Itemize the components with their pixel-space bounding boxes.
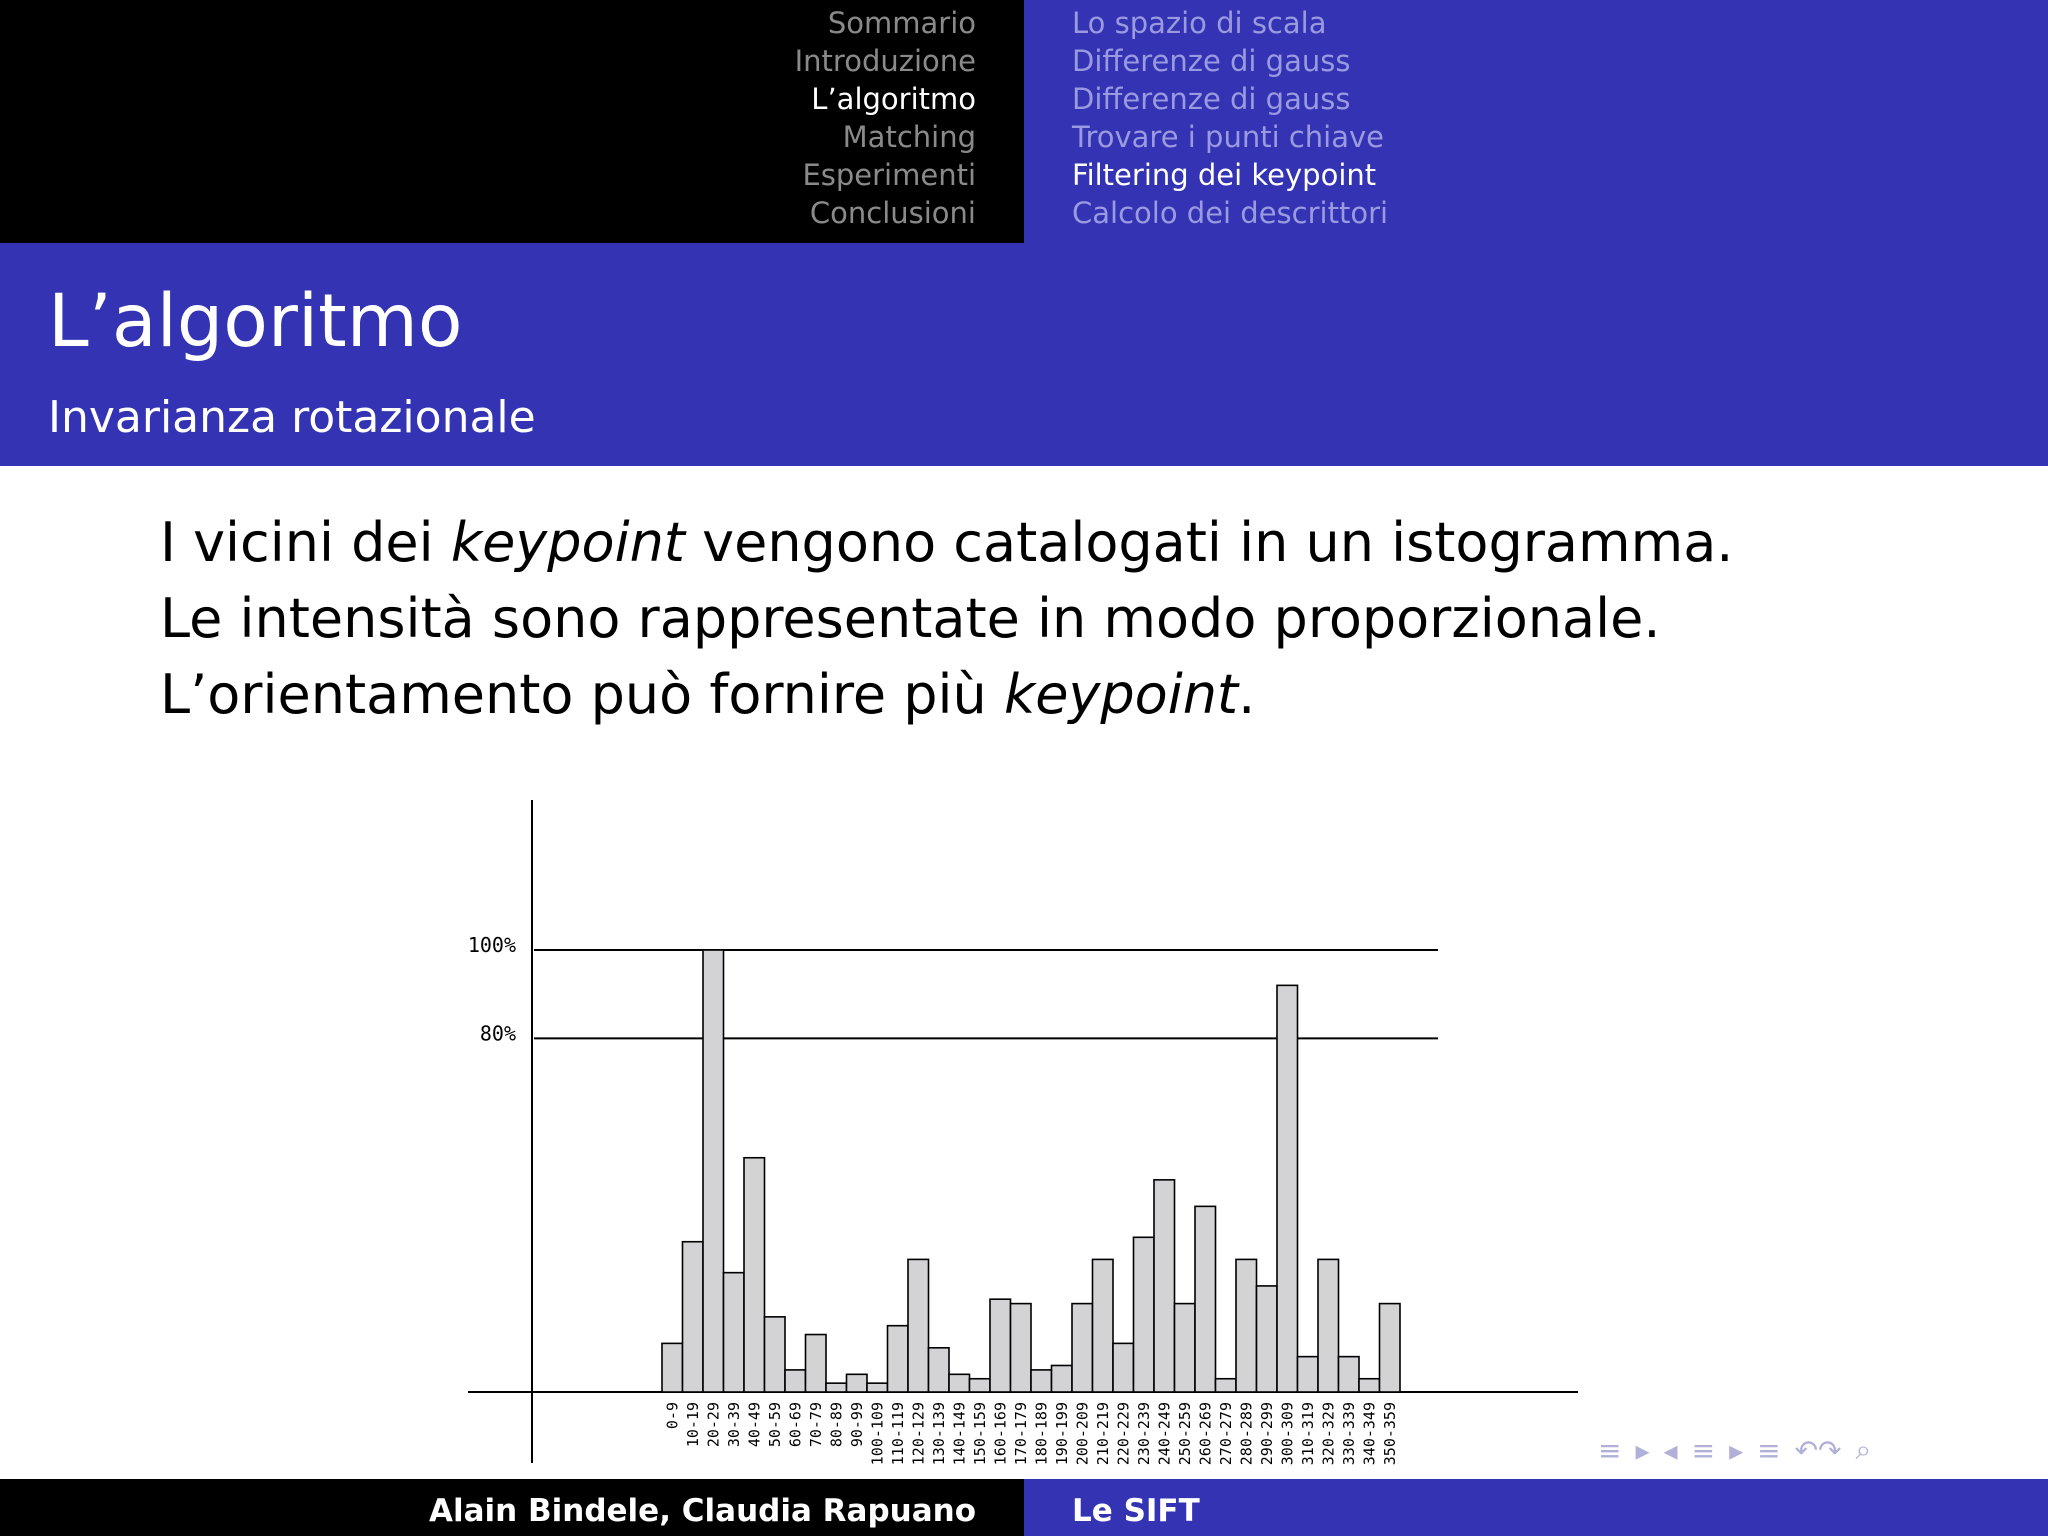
- search-icon[interactable]: ⌕: [1855, 1433, 1872, 1466]
- bar-250-259: [1175, 1304, 1196, 1392]
- x-tick-label: 200-209: [1073, 1402, 1092, 1466]
- bar-190-199: [1052, 1365, 1073, 1392]
- bar-10-19: [683, 1242, 704, 1392]
- bar-50-59: [765, 1317, 786, 1392]
- x-tick-label: 280-289: [1237, 1402, 1256, 1466]
- bar-280-289: [1236, 1259, 1257, 1392]
- bar-350-359: [1380, 1304, 1401, 1392]
- section-list-icon[interactable]: ≡: [1691, 1433, 1716, 1467]
- x-tick-label: 270-279: [1216, 1402, 1235, 1466]
- x-tick-label: 350-359: [1380, 1402, 1399, 1466]
- x-tick-label: 240-249: [1155, 1402, 1174, 1466]
- x-tick-label: 40-49: [745, 1402, 764, 1448]
- subsection-navigation: [1072, 4, 1388, 232]
- nav-subsection-2[interactable]: Differenze di gauss: [1072, 82, 1351, 116]
- body-emphasis: keypoint: [1003, 663, 1239, 726]
- nav-section-1[interactable]: Introduzione: [794, 44, 976, 78]
- x-tick-label: 180-189: [1032, 1402, 1051, 1466]
- nav-section-3[interactable]: Matching: [842, 120, 976, 154]
- bar-210-219: [1093, 1259, 1114, 1392]
- x-tick-label: 300-309: [1278, 1402, 1297, 1466]
- next-icon[interactable]: ▸: [1635, 1433, 1650, 1467]
- bar-20-29: [703, 950, 724, 1392]
- x-tick-label: 320-329: [1319, 1402, 1338, 1466]
- frame-titlebar: [0, 243, 2048, 466]
- x-tick-label: 80-89: [827, 1402, 846, 1448]
- bar-30-39: [724, 1273, 745, 1392]
- bar-40-49: [744, 1158, 765, 1392]
- bar-220-229: [1113, 1343, 1134, 1392]
- bar-240-249: [1154, 1180, 1175, 1392]
- x-tick-label: 140-149: [950, 1402, 969, 1466]
- x-tick-label: 150-159: [970, 1402, 989, 1466]
- nav-subsection-1[interactable]: Differenze di gauss: [1072, 44, 1351, 78]
- footer-right: [1024, 1479, 2048, 1536]
- orientation-histogram: [440, 780, 1590, 1480]
- next-section-icon[interactable]: ▸: [1729, 1433, 1744, 1467]
- nav-subsection-3[interactable]: Trovare i punti chiave: [1072, 120, 1385, 154]
- x-tick-label: 90-99: [847, 1402, 866, 1448]
- bar-340-349: [1359, 1379, 1380, 1392]
- footer-bar: [0, 1479, 2048, 1536]
- bar-160-169: [990, 1299, 1011, 1392]
- reference-label-0: 100%: [467, 933, 516, 957]
- bar-120-129: [908, 1259, 929, 1392]
- bar-260-269: [1195, 1206, 1216, 1392]
- slide-body: [160, 505, 1733, 733]
- bar-110-119: [888, 1326, 909, 1392]
- bar-130-139: [929, 1348, 950, 1392]
- header-sections-panel: [0, 0, 1024, 243]
- bar-70-79: [806, 1335, 827, 1392]
- footer-left: [0, 1479, 1024, 1536]
- body-text: I vicini dei: [160, 511, 451, 574]
- x-tick-label: 50-59: [765, 1402, 784, 1448]
- bar-0-9: [662, 1343, 683, 1392]
- x-tick-label: 190-199: [1052, 1402, 1071, 1466]
- undo-redo-icon[interactable]: ↶↷: [1794, 1433, 1842, 1467]
- x-tick-label: 110-119: [888, 1402, 907, 1466]
- x-tick-label: 20-29: [704, 1402, 723, 1448]
- bar-310-319: [1298, 1357, 1319, 1392]
- bar-200-209: [1072, 1304, 1093, 1392]
- nav-section-2[interactable]: L’algoritmo: [811, 82, 976, 116]
- x-tick-label: 170-179: [1011, 1402, 1030, 1466]
- frame-title: L’algoritmo: [48, 279, 463, 364]
- x-tick-label: 250-259: [1175, 1402, 1194, 1466]
- bar-60-69: [785, 1370, 806, 1392]
- body-text: vengono catalogati in un istogramma.: [684, 511, 1734, 574]
- bar-180-189: [1031, 1370, 1052, 1392]
- x-tick-label: 130-139: [929, 1402, 948, 1466]
- nav-subsection-5[interactable]: Calcolo dei descrittori: [1072, 196, 1389, 230]
- body-line-3: [160, 657, 1733, 733]
- header-subsections-panel: [1024, 0, 2048, 243]
- frame-list-icon[interactable]: ≡: [1598, 1433, 1622, 1467]
- body-emphasis: keypoint: [450, 511, 685, 574]
- bar-290-299: [1257, 1286, 1278, 1392]
- footer-authors: Alain Bindele, Claudia Rapuano: [428, 1493, 976, 1529]
- x-tick-label: 340-349: [1360, 1402, 1379, 1466]
- bar-100-109: [867, 1383, 888, 1392]
- x-tick-label: 160-169: [991, 1402, 1010, 1466]
- reference-label-1: 80%: [479, 1021, 516, 1046]
- header-bar: [0, 0, 2048, 243]
- section-navigation: [795, 4, 976, 232]
- frame-subtitle: Invarianza rotazionale: [48, 392, 536, 443]
- bar-80-89: [826, 1383, 847, 1392]
- nav-section-0[interactable]: Sommario: [827, 6, 976, 40]
- bar-90-99: [847, 1374, 868, 1392]
- nav-section-4[interactable]: Esperimenti: [802, 158, 976, 192]
- x-tick-label: 310-319: [1298, 1402, 1317, 1466]
- x-tick-label: 0-9: [663, 1402, 682, 1430]
- x-tick-label: 290-299: [1257, 1402, 1276, 1466]
- x-tick-label: 210-219: [1093, 1402, 1112, 1466]
- x-tick-label: 10-19: [683, 1402, 702, 1448]
- x-tick-label: 260-269: [1196, 1402, 1215, 1466]
- bar-230-239: [1134, 1237, 1155, 1392]
- nav-subsection-4[interactable]: Filtering dei keypoint: [1072, 158, 1377, 192]
- x-tick-label: 70-79: [806, 1402, 825, 1448]
- bar-330-339: [1339, 1357, 1360, 1392]
- x-tick-label: 120-129: [909, 1402, 928, 1466]
- bar-320-329: [1318, 1259, 1339, 1392]
- x-tick-label: 100-109: [868, 1402, 887, 1466]
- x-tick-label: 220-229: [1114, 1402, 1133, 1466]
- subsection-list-icon[interactable]: ≡: [1757, 1433, 1781, 1467]
- footer-short-title: Le SIFT: [1072, 1493, 1200, 1529]
- bar-150-159: [970, 1379, 991, 1392]
- prev-icon[interactable]: ◂: [1663, 1433, 1678, 1467]
- bar-170-179: [1011, 1304, 1032, 1392]
- bar-300-309: [1277, 985, 1298, 1392]
- bar-140-149: [949, 1374, 970, 1392]
- x-tick-label: 330-339: [1339, 1402, 1358, 1466]
- x-tick-label: 60-69: [786, 1402, 805, 1448]
- body-text: L’orientamento può fornire più: [160, 663, 1004, 726]
- body-line-1: [160, 505, 1733, 581]
- nav-section-5[interactable]: Conclusioni: [809, 196, 976, 230]
- x-tick-label: 30-39: [724, 1402, 743, 1448]
- beamer-navigation-controls: [1598, 1430, 1871, 1470]
- body-text: .: [1238, 663, 1256, 726]
- bar-270-279: [1216, 1379, 1237, 1392]
- body-line-2: Le intensità sono rappresentate in modo proporzionale.: [160, 587, 1661, 650]
- histogram-svg: [440, 780, 1590, 1480]
- x-tick-label: 230-239: [1134, 1402, 1153, 1466]
- nav-subsection-0[interactable]: Lo spazio di scala: [1072, 6, 1327, 40]
